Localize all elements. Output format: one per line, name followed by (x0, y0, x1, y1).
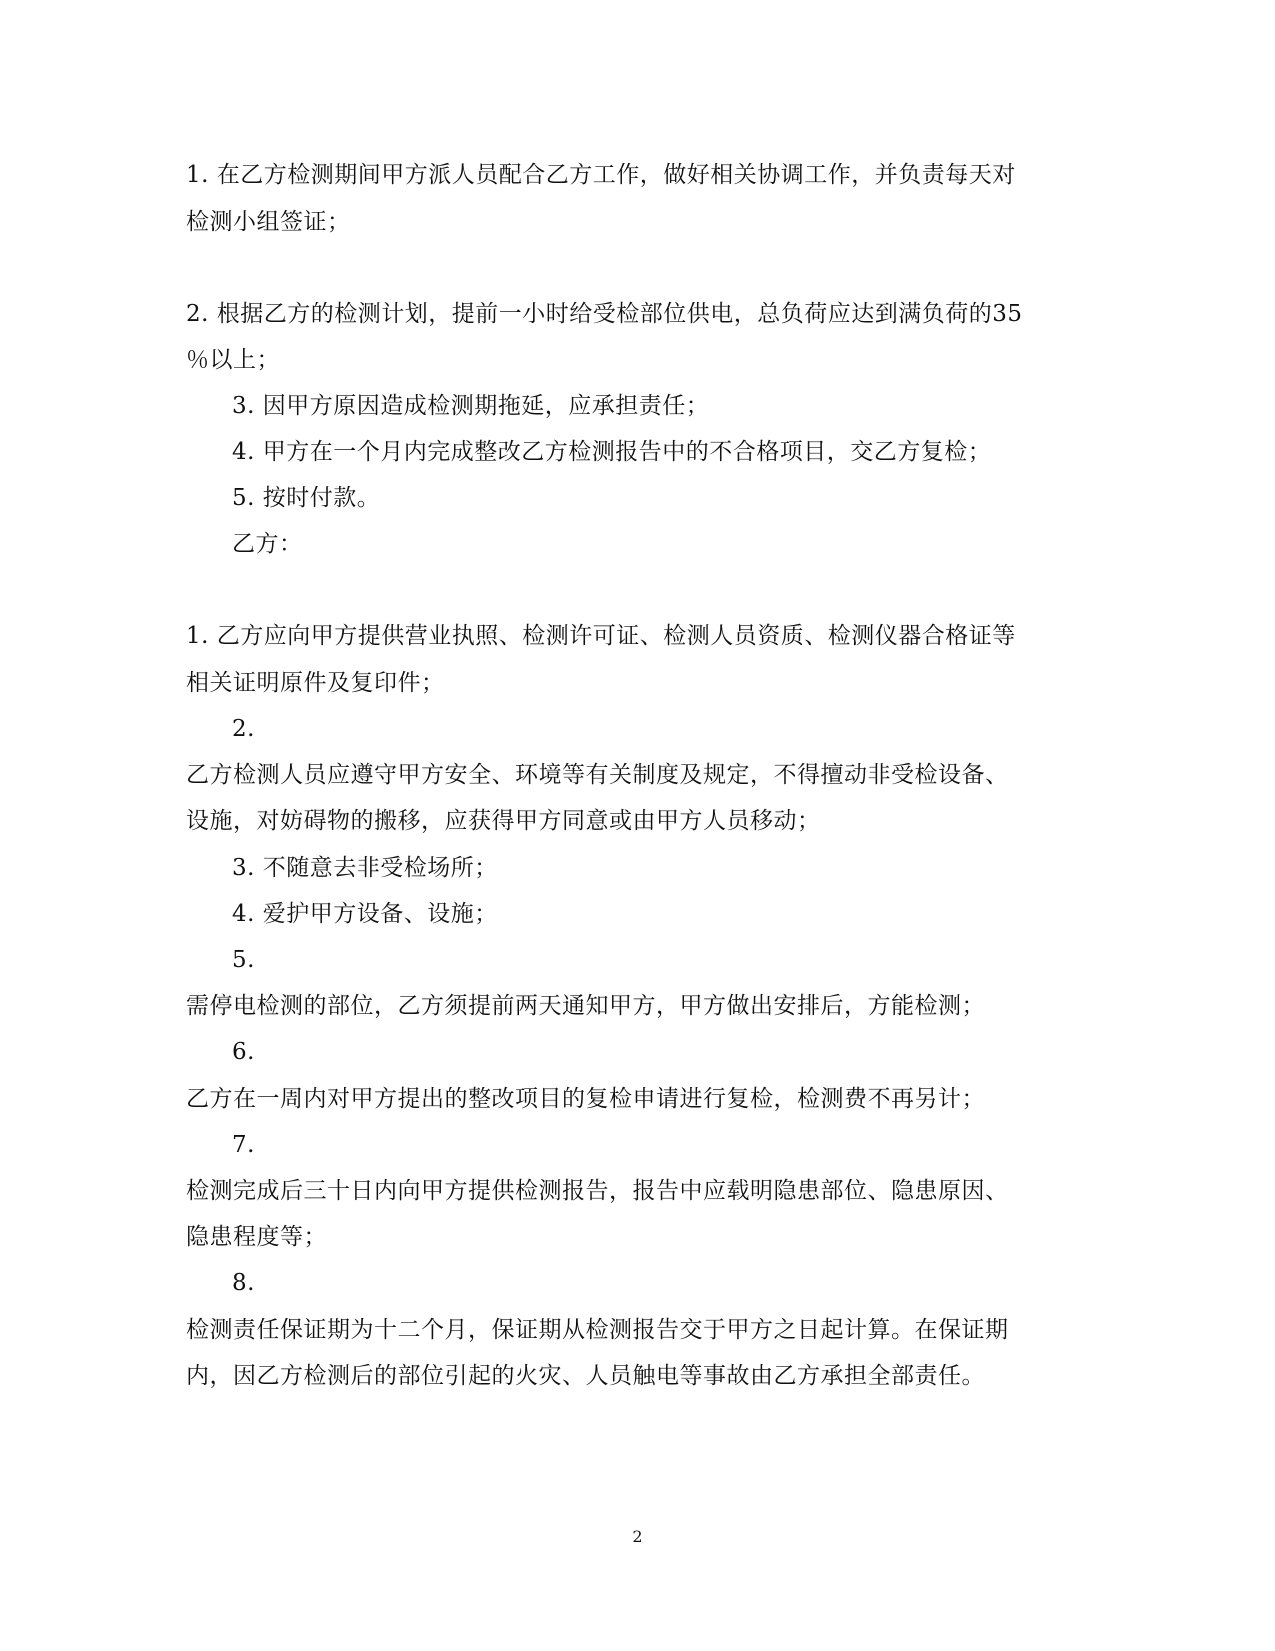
party-a-item-1-line-2: 检测小组签证； (186, 209, 351, 235)
party-a-item-3: 3. 因甲方原因造成检测期拖延，应承担责任； (232, 393, 710, 419)
party-b-item-7-line-1: 检测完成后三十日内向甲方提供检测报告，报告中应载明隐患部位、隐患原因、 (186, 1178, 1009, 1204)
party-a-item-1-line-1: 1. 在乙方检测期间甲方派人员配合乙方工作，做好相关协调工作，并负责每天对 (186, 162, 1016, 188)
party-a-item-2-line-2: ％以上； (186, 347, 280, 373)
party-b-item-6-number: 6. (232, 1039, 255, 1065)
party-b-item-6-line-1: 乙方在一周内对甲方提出的整改项目的复检申请进行复检，检测费不再另计； (186, 1086, 985, 1112)
party-a-item-2-line-1: 2. 根据乙方的检测计划，提前一小时给受检部位供电，总负荷应达到满负荷的35 (186, 301, 1023, 327)
party-a-item-5: 5. 按时付款。 (232, 485, 381, 511)
party-b-item-7-line-2: 隐患程度等； (186, 1224, 327, 1250)
party-b-item-2-line-2: 设施，对妨碍物的搬移，应获得甲方同意或由甲方人员移动； (186, 808, 821, 834)
party-b-item-5-number: 5. (232, 947, 255, 973)
page-number: 2 (632, 1527, 643, 1546)
party-b-item-1-line-1: 1. 乙方应向甲方提供营业执照、检测许可证、检测人员资质、检测仪器合格证等 (186, 623, 1016, 649)
party-b-item-8-number: 8. (232, 1270, 255, 1296)
party-a-item-4: 4. 甲方在一个月内完成整改乙方检测报告中的不合格项目，交乙方复检； (232, 439, 992, 465)
party-b-item-1-line-2: 相关证明原件及复印件； (186, 670, 445, 696)
party-b-item-4: 4. 爱护甲方设备、设施； (232, 901, 498, 927)
party-b-item-7-number: 7. (232, 1132, 255, 1158)
party-b-item-8-line-2: 内，因乙方检测后的部位引起的火灾、人员触电等事故由乙方承担全部责任。 (186, 1363, 985, 1389)
party-b-item-2-line-1: 乙方检测人员应遵守甲方安全、环境等有关制度及规定，不得擅动非受检设备、 (186, 762, 1009, 788)
party-b-item-3: 3. 不随意去非受检场所； (232, 855, 498, 881)
party-b-heading: 乙方： (232, 531, 303, 557)
party-b-item-5-line-1: 需停电检测的部位，乙方须提前两天通知甲方，甲方做出安排后，方能检测； (186, 993, 985, 1019)
party-b-item-8-line-1: 检测责任保证期为十二个月，保证期从检测报告交于甲方之日起计算。在保证期 (186, 1317, 1009, 1343)
party-b-item-2-number: 2. (232, 716, 255, 742)
